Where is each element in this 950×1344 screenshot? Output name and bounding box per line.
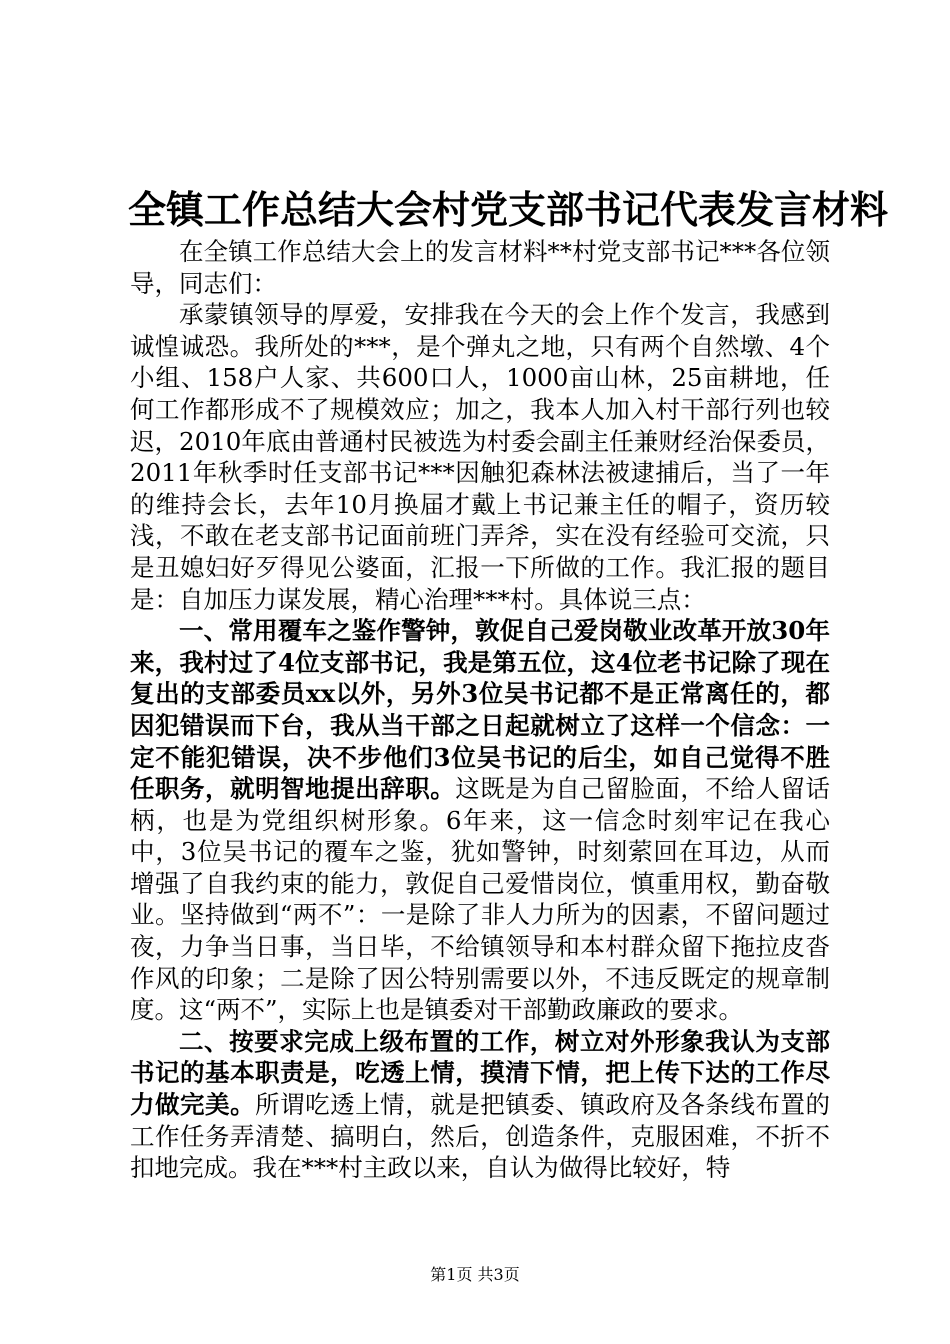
paragraph-point-one xyxy=(130,615,830,1026)
paragraph-text: 承蒙镇领导的厚爱，安排我在今天的会上作个发言，我感到诚惶诚恐。我所处的***，是个弹丸之地，只有两个自然墩、4个小组、158户人家、共600口人，1000亩山林，25亩耕地，任何工作都形成不了规模效应；加之，我本人加入村干部行列也较迟，2010年底由普通村民被选为村委会副主任兼财经治保委员，2011年秋季时任支部书记***因触犯森林法被逮捕后，当了一年的维持会长，去年10月换届才戴上书记兼主任的帽子，资历较浅，不敢在老支部书记面前班门弄斧，实在没有经验可交流，只是丑媳妇好歹得见公婆面，汇报一下所做的工作。我汇报的题目是：自加压力谋发展，精心治理***村。具体说三点： xyxy=(130,300,830,614)
paragraph-greeting xyxy=(130,236,830,299)
paragraph-bold-lead: 一、常用覆车之鉴作警钟，敦促自己爱岗敬业改革开放30年来，我村过了4位支部书记，我是第五位，这4位老书记除了现在复出的支部委员xx以外，另外3位吴书记都不是正常离任的，都因犯错误而下台，我从当干部之日起就树立了这样一个信念：一定不能犯错误，决不步他们3位吴书记的后尘，如自己觉得不胜任职务，就明智地提出辞职。 xyxy=(130,616,830,804)
paragraph-introduction xyxy=(130,299,830,615)
paragraph-text: 这既是为自己留脸面，不给人留话柄，也是为党组织树形象。6年来，这一信念时刻牢记在我心中，3位吴书记的覆车之鉴，犹如警钟，时刻萦回在耳边，从而增强了自我约束的能力，敦促自己爱惜岗位，慎重用权，勤奋敬业。坚持做到“两不”：一是除了非人力所为的因素，不留问题过夜，力争当日事，当日毕，不给镇领导和本村群众留下拖拉皮沓作风的印象；二是除了因公特别需要以外，不违反既定的规章制度。这“两不”，实际上也是镇委对干部勤政廉政的要求。 xyxy=(130,774,831,1025)
paragraph-text: 所谓吃透上情，就是把镇委、镇政府及各条线布置的工作任务弄清楚、搞明白，然后，创造条件，克服困难，不折不扣地完成。我在***村主政以来，自认为做得比较好，特 xyxy=(130,1090,830,1183)
document-body xyxy=(130,236,830,1184)
paragraph-point-two xyxy=(130,1026,830,1184)
document-title: 全镇工作总结大会村党支部书记代表发言材料 xyxy=(128,187,889,232)
paragraph-bold-lead: 二、按要求完成上级布置的工作，树立对外形象我认为支部书记的基本职责是，吃透上情，摸清下情，把上传下达的工作尽力做完美。 xyxy=(130,1026,830,1120)
page-footer: 第1页 共3页 xyxy=(430,1265,520,1284)
paragraph-text: 在全镇工作总结大会上的发言材料**村党支部书记***各位领导，同志们： xyxy=(130,237,830,298)
